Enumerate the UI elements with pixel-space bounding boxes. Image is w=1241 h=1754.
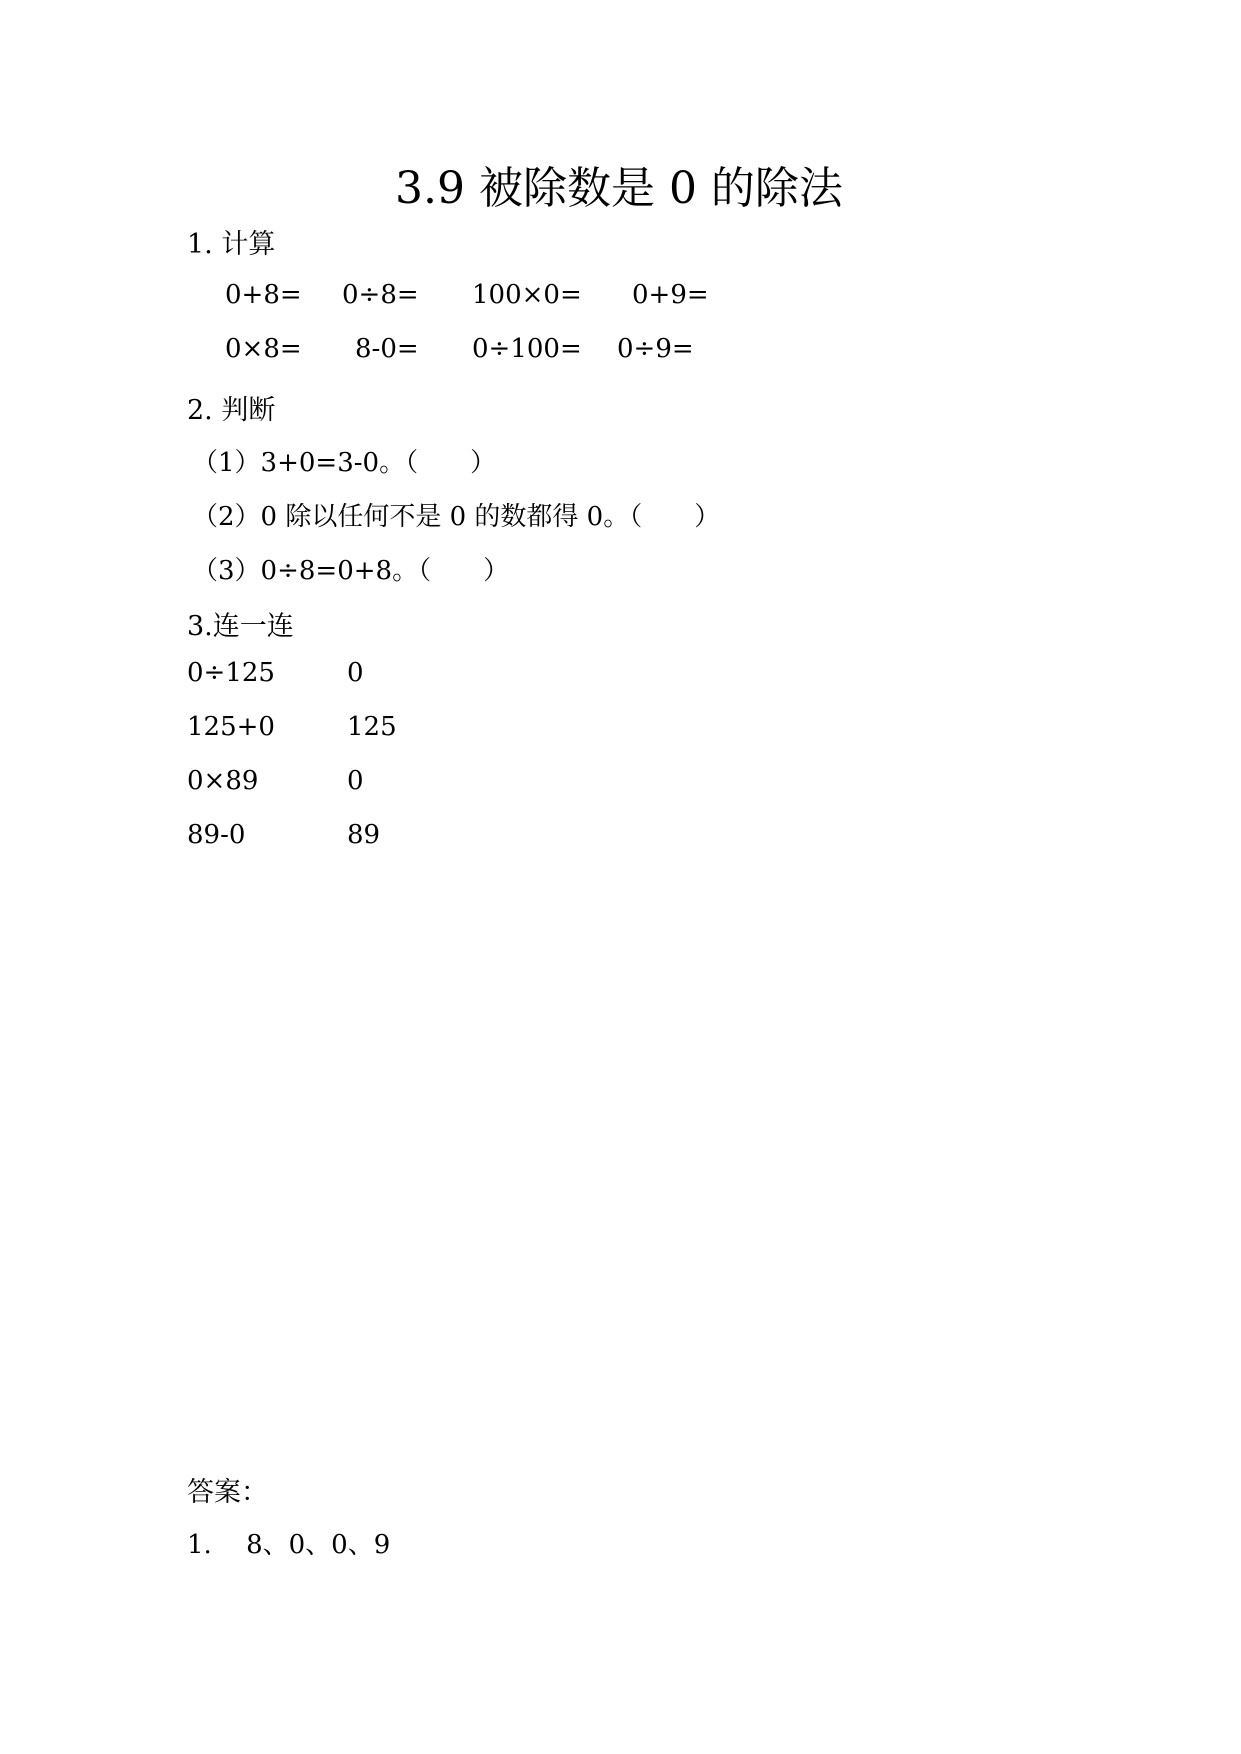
section-1-heading: 1. 计算 <box>187 229 276 260</box>
match-right-item: 0 <box>347 658 364 688</box>
judgement-item: （3）0÷8=0+8。（ ） <box>192 556 510 586</box>
calc-item: 0+8= <box>225 280 302 310</box>
calc-item: 0÷8= <box>342 280 419 310</box>
match-left-item: 125+0 <box>187 712 275 742</box>
match-right-item: 125 <box>347 712 397 742</box>
section-2-heading: 2. 判断 <box>187 395 276 426</box>
match-left-item: 89-0 <box>187 820 246 850</box>
calc-item: 0+9= <box>632 280 709 310</box>
section-3-heading: 3.连一连 <box>187 611 294 642</box>
judgement-item: （2）0 除以任何不是 0 的数都得 0。（ ） <box>192 502 721 532</box>
match-left-item: 0÷125 <box>187 658 275 688</box>
answer-line: 1. 8、0、0、9 <box>187 1530 391 1560</box>
answers-heading: 答案： <box>187 1477 268 1508</box>
page-title: 3.9 被除数是 0 的除法 <box>395 163 843 214</box>
match-right-item: 89 <box>347 820 381 850</box>
match-right-item: 0 <box>347 766 364 796</box>
calc-item: 8-0= <box>355 334 419 364</box>
calc-item: 0÷100= <box>472 334 582 364</box>
match-left-item: 0×89 <box>187 766 259 796</box>
calc-item: 0÷9= <box>617 334 694 364</box>
judgement-item: （1）3+0=3-0。（ ） <box>192 448 497 478</box>
calc-item: 0×8= <box>225 334 302 364</box>
calc-item: 100×0= <box>472 280 582 310</box>
